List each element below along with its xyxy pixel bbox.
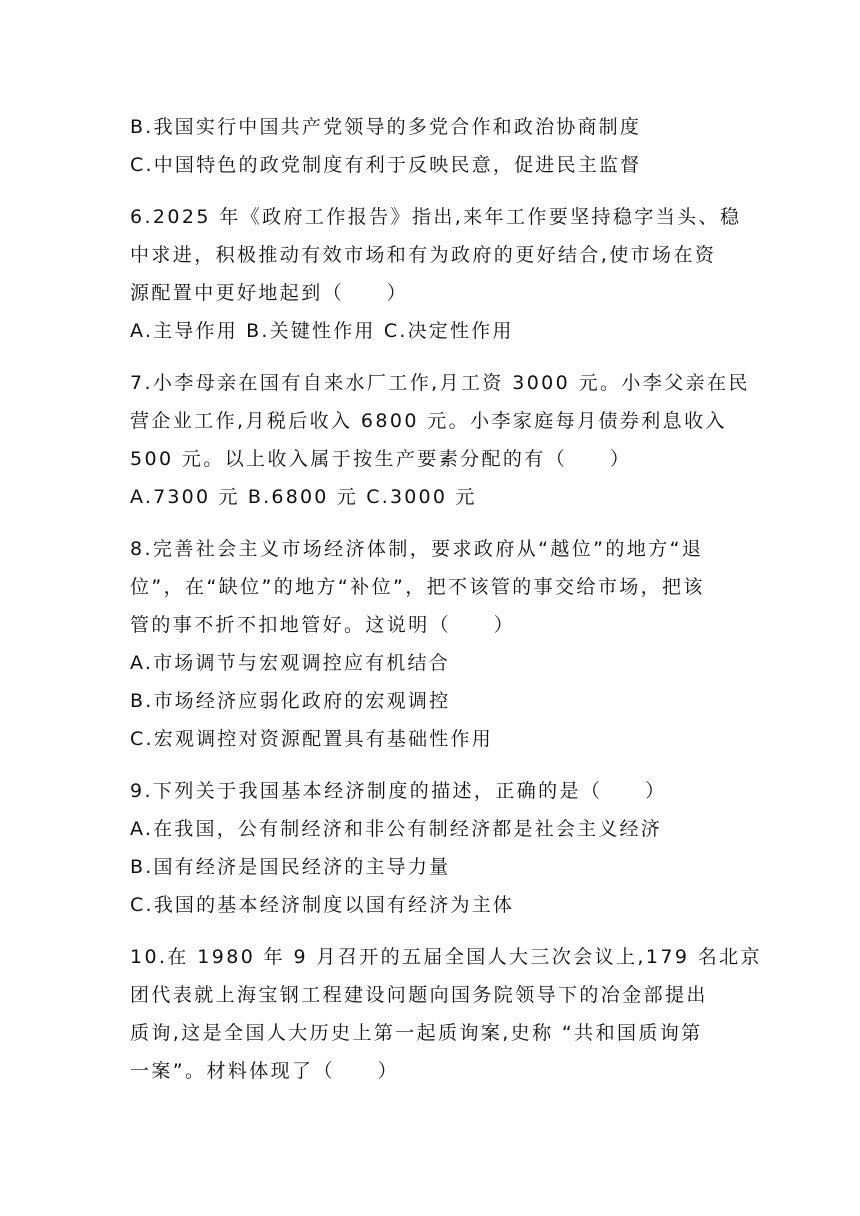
option-line: B.市场经济应弱化政府的宏观调控: [130, 690, 451, 712]
option-line: A.市场调节与宏观调控应有机结合: [130, 652, 450, 674]
question-content: [130, 108, 762, 1090]
question-10: [130, 938, 762, 1090]
option-line: C.我国的基本经济制度以国有经济为主体: [130, 894, 515, 916]
question-stem-line: 位”，在“缺位”的地方“补位”，把不该管的事交给市场，把该: [130, 576, 705, 598]
option-line: A.7300 元 B.6800 元 C.3000 元: [130, 486, 477, 508]
question-stem-line: 7.小李母亲在国有自来水厂工作,月工资 3000 元。小李父亲在民: [130, 372, 750, 394]
question-stem-line: 营企业工作,月税后收入 6800 元。小李家庭每月债券利息收入: [130, 410, 727, 432]
question-9: [130, 772, 735, 924]
question-stem-line: 管的事不折不扣地管好。这说明（ ）: [130, 614, 516, 636]
question-stem-line: 6.2025 年《政府工作报告》指出,来年工作要坚持稳字当头、稳: [130, 206, 742, 228]
question-stem-line: 8.完善社会主义市场经济体制，要求政府从“越位”的地方“退: [130, 538, 704, 560]
question-8: [130, 530, 735, 758]
option-line: A.主导作用 B.关键性作用 C.决定性作用: [130, 320, 514, 342]
question-stem-line: 500 元。以上收入属于按生产要素分配的有（ ）: [130, 448, 632, 470]
question-stem-line: 源配置中更好地起到（ ）: [130, 282, 409, 304]
option-line: A.在我国，公有制经济和非公有制经济都是社会主义经济: [130, 818, 662, 840]
question-stem-line: 团代表就上海宝钢工程建设问题向国务院领导下的冶金部提出: [130, 984, 708, 1006]
option-line: C.中国特色的政党制度有利于反映民意，促进民主监督: [130, 154, 642, 176]
question-6: [130, 198, 742, 350]
question-stem-line: 中求进，积极推动有效市场和有为政府的更好结合,使市场在资: [130, 244, 717, 266]
question-7: [130, 364, 750, 516]
option-line: B.我国实行中国共产党领导的多党合作和政治协商制度: [130, 116, 642, 138]
question-stem-line: 10.在 1980 年 9 月召开的五届全国人大三次会议上,179 名北京: [130, 946, 762, 968]
question-stem-line: 9.下列关于我国基本经济制度的描述，正确的是（ ）: [130, 780, 667, 802]
question-stem-line: 一案”。材料体现了（ ）: [130, 1060, 400, 1082]
question-5-options: [130, 108, 735, 184]
question-stem-line: 质询,这是全国人大历史上第一起质询案,史称 “共和国质询第: [130, 1022, 703, 1044]
option-line: B.国有经济是国民经济的主导力量: [130, 856, 451, 878]
option-line: C.宏观调控对资源配置具有基础性作用: [130, 728, 493, 750]
